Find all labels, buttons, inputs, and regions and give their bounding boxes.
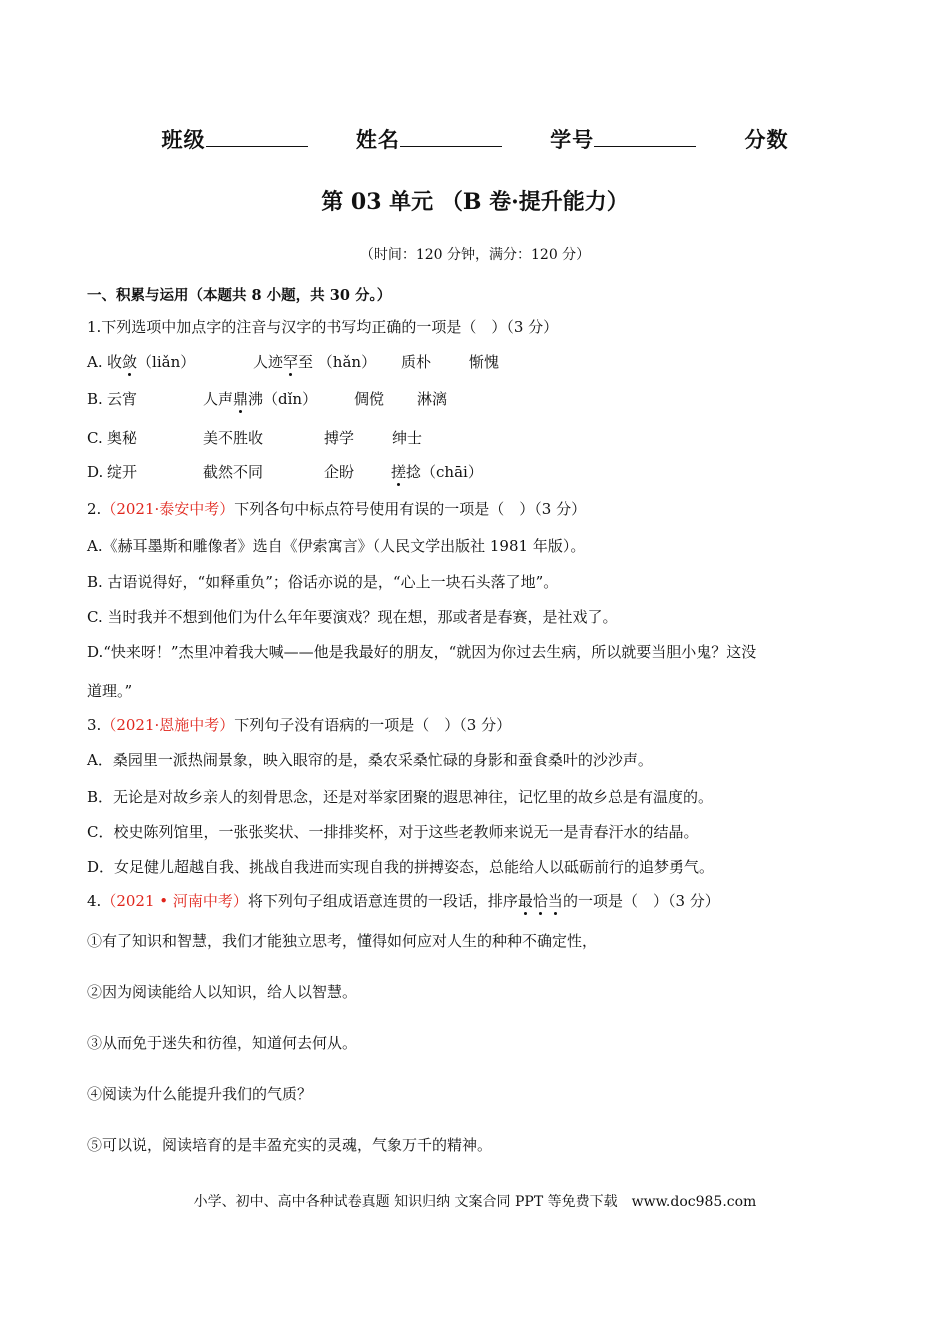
class-label: 班级 xyxy=(161,127,206,152)
student-info-header xyxy=(0,124,950,154)
class-blank[interactable] xyxy=(206,128,308,147)
q1-option-a: A. 收敛（liǎn） 人迹罕至 （hǎn） 质朴 惭愧 xyxy=(87,353,500,371)
q2-source: （2021·泰安中考） xyxy=(101,500,235,518)
q1-b-word2: 人声鼎沸（dǐn） xyxy=(203,390,318,408)
q4-sentence-4: ④阅读为什么能提升我们的气质？ xyxy=(87,1085,313,1103)
q2-option-d-line1: D.“快来呀！”杰里冲着我大喊——他是我最好的朋友，“就因为你过去生病，所以就要当胆小鬼？这没 xyxy=(87,643,757,661)
score-field xyxy=(744,124,788,154)
q1-stem: 1.下列选项中加点字的注音与汉字的书写均正确的一项是（ ）（3 分） xyxy=(87,318,559,336)
q1-d-word2: 截然不同 xyxy=(203,463,264,481)
section-heading: 一、积累与运用（本题共 8 小题，共 30 分。） xyxy=(87,287,392,304)
q2-option-b: B. 古语说得好，“如释重负”；俗话亦说的是，“心上一块石头落了地”。 xyxy=(87,573,559,591)
q1-a-word3: 质朴 xyxy=(401,353,432,371)
q2-option-c: C. 当时我并不想到他们为什么年年要演戏？现在想，那或者是春赛，是社戏了。 xyxy=(87,608,618,626)
q1-option-b: B. 云宵 人声鼎沸（dǐn） 倜傥 淋漓 xyxy=(87,390,448,408)
page-footer: 小学、初中、高中各种试卷真题 知识归纳 文案合同 PPT 等免费下载 www.doc985.com xyxy=(193,1194,757,1210)
q3-option-b: B．无论是对故乡亲人的刻骨思念，还是对举家团聚的遐思神往，记忆里的故乡总是有温度的。 xyxy=(87,788,714,806)
id-field xyxy=(550,124,696,154)
q3-option-d: D．女足健儿超越自我、挑战自我进而实现自我的拼搏姿态，总能给人以砥砺前行的追梦勇气。 xyxy=(87,858,715,876)
q1-d-word1: 绽开 xyxy=(107,463,138,481)
id-blank[interactable] xyxy=(594,128,696,147)
q4-sentence-5: ⑤可以说，阅读培育的是丰盈充实的灵魂，气象万千的精神。 xyxy=(87,1136,493,1154)
q1-d-word3: 企盼 xyxy=(324,463,355,481)
class-field xyxy=(162,124,308,154)
exam-time-info: （时间：120 分钟，满分：120 分） xyxy=(359,247,591,263)
score-label: 分数 xyxy=(744,127,789,152)
q1-a-word2: 人迹罕至 （hǎn） xyxy=(253,353,377,371)
q4-sentence-1: ①有了知识和智慧，我们才能独立思考，懂得如何应对人生的种种不确定性， xyxy=(87,932,598,950)
q1-c-word2: 美不胜收 xyxy=(203,429,264,447)
q4-sentence-2: ②因为阅读能给人以知识，给人以智慧。 xyxy=(87,983,358,1001)
q1-a-word4: 惭愧 xyxy=(469,353,500,371)
q2-stem xyxy=(87,498,586,519)
q1-b-word3: 倜傥 xyxy=(354,390,385,408)
q1-option-c: C. 奥秘 美不胜收 搏学 绅士 xyxy=(87,429,423,447)
q1-b-word4: 淋漓 xyxy=(417,390,448,408)
name-blank[interactable] xyxy=(400,128,502,147)
q4-stem xyxy=(87,890,720,911)
q2-option-a: A.《赫耳墨斯和雕像者》选自《伊索寓言》（人民文学出版社 1981 年版）。 xyxy=(87,537,586,555)
q4-sentence-3: ③从而免于迷失和彷徨，知道何去何从。 xyxy=(87,1034,358,1052)
q1-option-d: D. 绽开 截然不同 企盼 搓捻（chāi） xyxy=(87,463,483,481)
q4-number: 4. xyxy=(87,892,102,910)
name-field xyxy=(356,124,502,154)
q1-b-word1: 云宵 xyxy=(107,390,138,408)
q2-number: 2. xyxy=(87,500,102,518)
q3-option-c: C．校史陈列馆里，一张张奖状、一排排奖杯，对于这些老教师来说无一是青春汗水的结晶。 xyxy=(87,823,699,841)
page-title: 第 03 单元 （B 卷·提升能力） xyxy=(321,189,629,215)
q3-source: （2021·恩施中考） xyxy=(101,716,235,734)
name-label: 姓名 xyxy=(355,127,400,152)
id-label: 学号 xyxy=(550,127,595,152)
q3-question: 下列句子没有语病的一项是（ ）（3 分） xyxy=(234,716,512,734)
q3-option-a: A．桑园里一派热闹景象，映入眼帘的是，桑农采桑忙碌的身影和蚕食桑叶的沙沙声。 xyxy=(87,751,653,769)
q2-question: 下列各句中标点符号使用有误的一项是（ ）（3 分） xyxy=(234,500,587,518)
q1-c-word3: 搏学 xyxy=(324,429,355,447)
q3-number: 3. xyxy=(87,716,102,734)
q2-option-d-line2: 道理。” xyxy=(87,682,133,700)
q4-source: （2021 • 河南中考） xyxy=(101,892,248,910)
q1-c-word1: 奥秘 xyxy=(107,429,138,447)
q4-question: 将下列句子组成语意连贯的一段话，排序最恰当的一项是（ ）（3 分） xyxy=(247,892,720,910)
q1-a-word1: 收敛（liǎn） xyxy=(107,353,196,371)
q3-stem xyxy=(87,714,511,735)
q1-c-word4: 绅士 xyxy=(392,429,423,447)
q1-d-word4: 搓捻（chāi） xyxy=(391,463,483,481)
